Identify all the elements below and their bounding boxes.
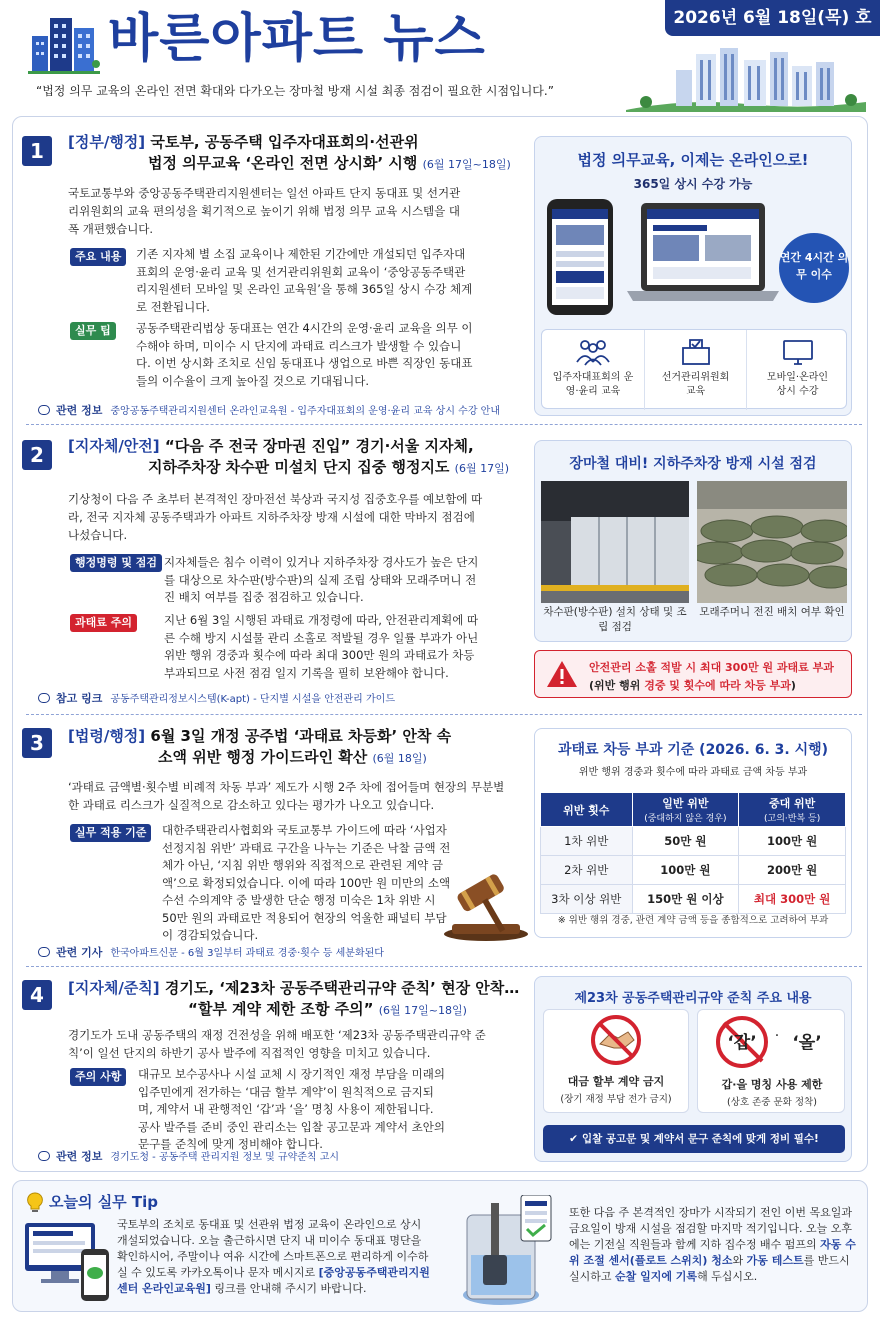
article-body-1: 지자체들은 침수 이력이 있거나 지하주차장 경사도가 높은 단지를 대상으로 차수판(방수판)의 실제 조립 상태와 모래주머니 전진 배치 여부를 집중 점검하고 있습니다. [164, 555, 479, 604]
card-installment-ban [543, 1009, 689, 1113]
related-label: 관련 정보 [56, 404, 103, 417]
header-label: 중대 위반 [768, 797, 816, 810]
panel-subtitle: 365일 상시 수강 가능 [633, 177, 753, 191]
table-row [541, 827, 846, 856]
headline-line-2: “할부 계약 제한 조항 주의” [188, 1000, 374, 1018]
sandbag-photo [697, 481, 847, 603]
monitor-icon [781, 338, 815, 366]
tip-emphasis: 순찰 일지에 기록 [615, 1270, 698, 1283]
panel1-icon-row [541, 329, 847, 409]
table-cell: 2차 위반 [541, 856, 633, 885]
cta-label: 입찰 공고문 및 계약서 문구 준칙에 맞게 정비 필수! [581, 1133, 819, 1145]
article-lead: 국토교통부와 중앙공동주택관리지원센터는 일선 아파트 단지 동대표 및 선거관리위원회의 교육 편의성을 획기적으로 높이기 위해 법정 의무 교육 시스템을 대폭 개편했습니다. [68, 186, 461, 236]
panel-regulation [534, 976, 852, 1162]
table-cell-max-fine: 최대 300만 원 [739, 885, 846, 914]
related-info[interactable] [38, 402, 500, 418]
panel-subtitle: 위반 행위 경중과 횟수에 따라 과태료 금액 차등 부과 [578, 767, 808, 778]
tip-text: 국토부의 조치로 동대표 및 선관위 법정 교육이 온라인으로 상시 개설되었습니다. 오늘 출근하시면 단지 내 미이수 동대표 명단을 확인하시어, 주말이나 여유 시간에 스마트폰으로 편리하게 이수하실 수 있도록 카카오톡이나 문자 메시지로 [117, 1218, 429, 1279]
ballot-box-icon [679, 338, 713, 366]
article-date: (6월 17일~18일) [378, 1004, 467, 1017]
article-category: [법령/행정] [68, 727, 146, 745]
no-handshake-icon [588, 1014, 644, 1066]
item-label: 선거관리위원회 교육 [661, 372, 730, 397]
badge-4-hours: 연간 4시간 의무 이수 [779, 233, 849, 303]
laptop-phone-icon [541, 195, 781, 321]
item-resident-council [542, 330, 644, 410]
table-header [739, 793, 846, 827]
fine-alert-box [534, 650, 852, 698]
regulation-cta-button[interactable] [543, 1125, 845, 1153]
tag-caution: 주의 사항 [70, 1068, 126, 1086]
related-text[interactable]: 경기도청 - 공동주택 관리지원 정보 및 규약준칙 고시 [110, 1152, 340, 1163]
article-headline [68, 436, 509, 479]
tip-text: 또한 다음 주 본격적인 장마가 시작되기 전인 이번 목요일과 금요일이 방재 시설을 점검할 마지막 적기입니다. 오늘 오후에는 기전실 직원들과 함께 지하 집수정 배수 펌프의 [569, 1206, 852, 1251]
headline-line-2: 지하주차장 차수판 미설치 단지 집중 행정지도 [148, 458, 450, 476]
check-icon: ✔ [569, 1133, 578, 1145]
related-label: 관련 정보 [56, 1150, 103, 1163]
panel-title: 제23차 공동주택관리규약 준칙 주요 내용 [574, 991, 812, 1006]
table-cell: 100만 원 [739, 827, 846, 856]
alert-line-2 [589, 677, 796, 693]
table-cell: 50만 원 [632, 827, 739, 856]
table-header-row [541, 793, 846, 827]
related-label: 관련 기사 [56, 946, 103, 959]
article-date: (6월 17일) [454, 462, 509, 475]
article-lead: ‘과태료 금액별·횟수별 비례적 차동 부과’ 제도가 시행 2주 차에 접어들며 현장의 무분별한 과태료 리스크가 실질적으로 감소하고 있다는 평가가 나오고 있습니다. [68, 780, 505, 812]
tip-text: 를 반드시 실시하고 [569, 1254, 850, 1283]
card-title: 대금 할부 계약 금지 [567, 1075, 665, 1088]
reference-link[interactable] [38, 690, 395, 706]
article-lead: 경기도가 도내 공동주택의 재정 건전성을 위해 배포한 ‘제23차 공동주택관리규약 준칙’이 일선 단지의 하반기 공사 발주에 직접적인 영향을 미치고 있습니다. [68, 1028, 486, 1060]
article-category: [지자체/준칙] [68, 979, 160, 997]
tip-left-text [117, 1217, 435, 1297]
tag-practical-tip: 실무 팁 [70, 322, 116, 340]
alert-line-1: 안전관리 소홀 적발 시 최대 300만 원 과태료 부과 [589, 661, 834, 674]
lightbulb-icon [25, 1191, 45, 1213]
tag-application-standard: 실무 적용 기준 [70, 824, 151, 842]
related-text[interactable]: 한국아파트신문 - 6월 3일부터 과태료 경중·횟수 등 세분화된다 [110, 948, 384, 959]
article-headline [68, 726, 451, 769]
table-cell: 150만 원 이상 [632, 885, 739, 914]
flood-barrier-photo [541, 481, 689, 603]
related-info[interactable] [38, 1148, 339, 1164]
table-header: 위반 횟수 [541, 793, 633, 827]
issue-date: 2026년 6월 18일(목) 호 [665, 0, 880, 36]
headline-line-1: 6월 3일 개정 공주법 ‘과태료 차등화’ 안착 속 [150, 727, 452, 745]
headline-line-2: 소액 위반 행정 가이드라인 확산 [158, 748, 368, 766]
article-category: [지자체/안전] [68, 437, 160, 455]
header-note: (고의·반복 등) [764, 814, 821, 824]
article-category: [정부/행정] [68, 133, 146, 151]
link-icon [38, 1151, 50, 1161]
alert-text: (위반 행위 [589, 679, 645, 692]
tip-text: 링크를 안내해 주시기 바랍니다. [210, 1282, 367, 1295]
panel-title: 법정 의무교육, 이제는 온라인으로! [577, 151, 809, 169]
article-number: 3 [22, 728, 52, 758]
link-icon [38, 405, 50, 415]
newsletter-header [0, 0, 880, 115]
eul-label: ‘올’ [792, 1033, 822, 1053]
computer-phone-icon [23, 1219, 113, 1305]
table-cell: 3차 이상 위반 [541, 885, 633, 914]
table-row [541, 885, 846, 914]
article-number: 2 [22, 440, 52, 470]
related-text[interactable]: 중앙공동주택관리지원센터 온라인교육원 - 입주자대표회의 운영·윤리 교육 상시 수강 안내 [110, 406, 500, 417]
photo1-caption: 차수판(방수판) 설치 상태 및 조립 점검 [543, 606, 687, 633]
headline-line-1: “다음 주 전국 장마권 진입” 경기·서울 지자체, [164, 437, 474, 455]
warning-icon [545, 659, 579, 689]
table-note: ※ 위반 행위 경중, 관련 계약 금액 등을 종합적으로 고려하여 부과 [557, 915, 829, 926]
panel-flood-prevention [534, 440, 852, 642]
building-logo-icon [28, 14, 100, 74]
item-label: 입주자대표회의 운영·윤리 교육 [552, 372, 634, 397]
panel-online-education [534, 136, 852, 416]
item-mobile-online [746, 330, 848, 410]
sump-pump-icon [457, 1195, 557, 1307]
tip-emphasis: 가동 테스트 [746, 1254, 804, 1267]
tip-right-text [569, 1205, 859, 1285]
article-number: 1 [22, 136, 52, 166]
table-cell: 200만 원 [739, 856, 846, 885]
divider [26, 966, 862, 967]
people-icon [573, 338, 613, 366]
related-label: 참고 링크 [56, 692, 103, 705]
header-note: (중대하지 않은 경우) [644, 814, 727, 824]
article-number: 4 [22, 980, 52, 1010]
gavel-icon [436, 862, 536, 942]
tag-administrative-order: 행정명령 및 점검 [70, 554, 162, 572]
panel-title: 과태료 차등 부과 기준 (2026. 6. 3. 시행) [557, 742, 829, 758]
table-cell: 100만 원 [632, 856, 739, 885]
tip-title: 오늘의 실무 Tip [49, 1193, 159, 1211]
item-election-committee [644, 330, 746, 410]
panel-title: 장마철 대비! 지하주차장 방재 시설 점검 [569, 456, 817, 472]
headline-line-1: 경기도, ‘제23차 공동주택관리규약 준칙’ 현장 안착… [164, 979, 520, 997]
headline-line-2: 법정 의무교육 ‘온라인 전면 상시화’ 시행 [148, 154, 418, 172]
divider [26, 424, 862, 425]
tag-main-content: 주요 내용 [70, 248, 126, 266]
related-article[interactable] [38, 944, 384, 960]
related-text[interactable]: 공동주택관리정보시스템(K-apt) - 단지별 시설을 안전관리 가이드 [110, 694, 396, 705]
header-label: 일반 위반 [662, 797, 709, 810]
card-subtitle: (장기 재정 부담 전가 금지) [560, 1094, 672, 1105]
header-subtitle: “법정 의무 교육의 온라인 전면 확대와 다가오는 장마철 방재 시설 최종 점검이 필요한 시점입니다.” [36, 84, 554, 98]
article-headline [68, 132, 511, 175]
fine-table [540, 792, 846, 914]
article-body-2: 지난 6월 3일 시행된 과태료 개정령에 따라, 안전관리계획에 따른 수해 방지 시설물 관리 소홀로 적발될 경우 일률 부과가 아닌 위반 행위 경중과 횟수에 따라 최대 300만 원의 과태료가 차등 부과되므로 사전 점검 일지 기록을 필히 보완해야 합니다. [164, 613, 479, 680]
article-body-1: 대한주택관리사협회와 국토교통부 가이드에 따라 ‘사업자 선정지침 위반’ 과태료 구간을 나누는 기준은 낙찰 금액 전체가 아닌, ‘지침 위반 행위와 직접적으로 관련된 계약 금액’으로 확정되었습니다. 이에 따라 100만 원 미만의 소액 수선 수의계약 중 발생한 단순 행정 미숙은 1차 위반 시 50만 원의 과태료만 적용되어 현장의 억울한 패널티 부담이 경감되었습니다. [162, 823, 451, 942]
article-headline [68, 978, 519, 1021]
dot-separator: · [774, 1028, 780, 1044]
card-gap-eul-restriction [697, 1009, 845, 1113]
table-row [541, 856, 846, 885]
alert-text: ) [790, 679, 796, 692]
photo2-caption: 모래주머니 전진 배치 여부 확인 [699, 606, 845, 618]
tag-fine-warning: 과태료 주의 [70, 614, 137, 632]
card-subtitle: (상호 존중 문화 정착) [727, 1097, 817, 1108]
article-body-2: 공동주택관리법상 동대표는 연간 4시간의 운영·윤리 교육을 의무 이수해야 하며, 미이수 시 단지에 과태료 리스크가 발생할 수 있습니다. 이번 상시화 조치로 신임 동대표나 생업으로 바쁜 직장인 동대표들의 이수율이 크게 높아질 것으로 기대됩니다. [136, 321, 473, 388]
item-label: 모바일·온라인 상시 수강 [766, 372, 829, 397]
article-body-1: 기존 지자체 별 소집 교육이나 제한된 기간에만 개설되던 입주자대표회의 운영·윤리 교육 및 선거관리위원회 교육이 ‘중앙공동주택관리지원센터 모바일 및 온라인 교육원’을 통해 365일 상시 수강 체계로 전환됩니다. [136, 247, 473, 314]
article-body-1: 대규모 보수공사나 시설 교체 시 장기적인 재정 부담을 미래의 입주민에게 전가하는 ‘대금 할부 계약’이 원칙적으로 금지되며, 계약서 내 관행적인 ‘갑’과 ‘을’ 명칭 사용이 제한됩니다. 공사 발주를 준비 중인 관리소는 입찰 공고문과 계약서 초안의 문구를 준칙에 맞게 정비해야 합니다. [138, 1067, 445, 1151]
link-icon [38, 693, 50, 703]
article-lead: 기상청이 다음 주 초부터 본격적인 장마전선 북상과 국지성 집중호우를 예보함에 따라, 전국 지자체 공동주택과가 아파트 지하주차장 방재 시설에 대한 막바지 점검에 나섰습니다. [68, 492, 483, 542]
city-skyline-illustration [626, 40, 866, 112]
daily-tip-box [12, 1180, 868, 1312]
tip-emphasis: 자동 수위 조절 센서(플로트 스위치) 청소 [569, 1238, 856, 1267]
table-header [632, 793, 739, 827]
headline-line-1: 국토부, 공동주택 입주자대표회의·선관위 [150, 133, 419, 151]
tip-text: 와 [732, 1254, 747, 1267]
gap-label: ‘갑’ [727, 1033, 757, 1053]
article-date: (6월 17일~18일) [422, 158, 511, 171]
link-icon [38, 947, 50, 957]
article-date: (6월 18일) [372, 752, 427, 765]
divider [26, 714, 862, 715]
table-cell: 1차 위반 [541, 827, 633, 856]
tip-text: 해 두십시오. [697, 1270, 758, 1283]
newsletter-title: 바른아파트 뉴스 [108, 9, 486, 69]
alert-emphasis: 경중 및 횟수에 따라 차등 부과 [644, 679, 791, 692]
tip-link[interactable]: [중앙공동주택관리지원센터 온라인교육원] [117, 1266, 430, 1295]
card-title: 갑·을 명칭 사용 제한 [721, 1078, 823, 1091]
